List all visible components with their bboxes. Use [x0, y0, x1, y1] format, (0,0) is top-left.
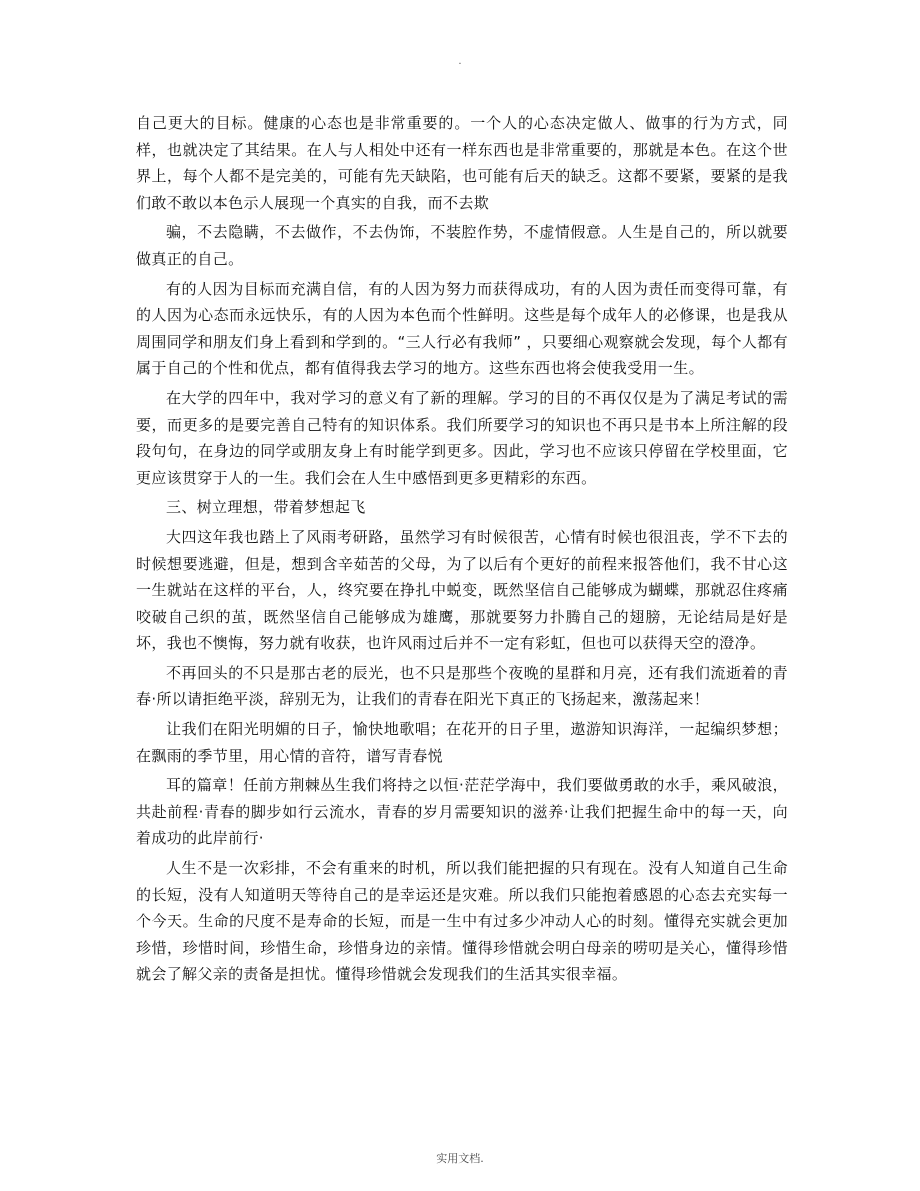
document-body	[136, 110, 788, 988]
paragraph-2: 骗，不去隐瞒，不去做作，不去伪饰，不装腔作势，不虚情假意。人生是自己的，所以就要做真正的自己。	[136, 223, 788, 268]
section-heading: 三、树立理想，带着梦想起飞	[166, 498, 366, 517]
paragraph-4: 在大学的四年中，我对学习的意义有了新的理解。学习的目的不再仅仅是为了满足考试的需要，而更多的是要完善自己特有的知识体系。我们所要学习的知识也不再只是书本上所注解的段段句句，在身边的同学或朋友身上有时能学到更多。因此，学习也不应该只停留在学校里面，它更应该贯穿于人的一生。我们会在人生中感悟到更多更精彩的东西。	[136, 388, 788, 487]
paragraph-5: 大四这年我也踏上了风雨考研路，虽然学习有时候很苦，心情有时候也很沮丧，学不下去的时候想要逃避，但是，想到含辛茹苦的父母，为了以后有个更好的前程来报答他们，我不甘心这一生就站在这样的平台，人，终究要在挣扎中蜕变，既然坚信自己能够成为蝴蝶，那就忍住疼痛咬破自己织的茧，既然坚信自己能够成为雄鹰，那就要努力扑腾自己的翅膀，无论结局是好是坏，我也不懊悔，努力就有收获，也许风雨过后并不一定有彩虹，但也可以获得天空的澄净。	[136, 527, 788, 653]
paragraph-6: 不再回头的不只是那古老的辰光，也不只是那些个夜晚的星群和月亮，还有我们流逝着的青春·所以请拒绝平淡，辞别无为，让我们的青春在阳光下真正的飞扬起来，激荡起来！	[136, 663, 788, 709]
paragraph-8: 耳的篇章！任前方荆棘丛生我们将持之以恒·茫茫学海中，我们要做勇敢的水手，乘风破浪，共赴前程·青春的脚步如行云流水，青春的岁月需要知识的滋养·让我们把握生命中的每一天，向着成功的此岸前行·	[136, 776, 788, 848]
paragraph-7: 让我们在阳光明媚的日子，愉快地歌唱；在花开的日子里，遨游知识海洋，一起编织梦想；在飘雨的季节里，用心情的音符，谱写青春悦	[136, 720, 788, 765]
page-footer: 实用文档.	[436, 1152, 484, 1165]
paragraph-3: 有的人因为目标而充满自信，有的人因为努力而获得成功，有的人因为责任而变得可靠，有的人因为心态而永远快乐，有的人因为本色而个性鲜明。这些是每个成年人的必修课，也是我从周围同学和朋友们身上看到和学到的。“三人行必有我师” ，只要细心观察就会发现，每个人都有属于自己的个性和优点，都有值得我去学习的地方。这些东西也将会使我受用一生。	[136, 279, 788, 378]
paragraph-1: 自己更大的目标。健康的心态也是非常重要的。一个人的心态决定做人、做事的行为方式，同样，也就决定了其结果。在人与人相处中还有一样东西也是非常重要的，那就是本色。在这个世界上，每个人都不是完美的，可能有先天缺陷，也可能有后天的缺乏。这都不要紧，要紧的是我们敢不敢以本色示人展现一个真实的自我，而不去欺	[136, 114, 788, 212]
paragraph-9: 人生不是一次彩排，不会有重来的时机，所以我们能把握的只有现在。没有人知道自己生命的长短，没有人知道明天等待自己的是幸运还是灾难。所以我们只能抱着感恩的心态去充实每一个今天。生命的尺度不是寿命的长短，而是一生中有过多少冲动人心的时刻。懂得充实就会更加珍惜，珍惜时间，珍惜生命，珍惜身边的亲情。懂得珍惜就会明白母亲的唠叨是关心，懂得珍惜就会了解父亲的责备是担忧。懂得珍惜就会发现我们的生活其实很幸福。	[136, 859, 788, 984]
page-header-mark: .	[458, 56, 462, 67]
